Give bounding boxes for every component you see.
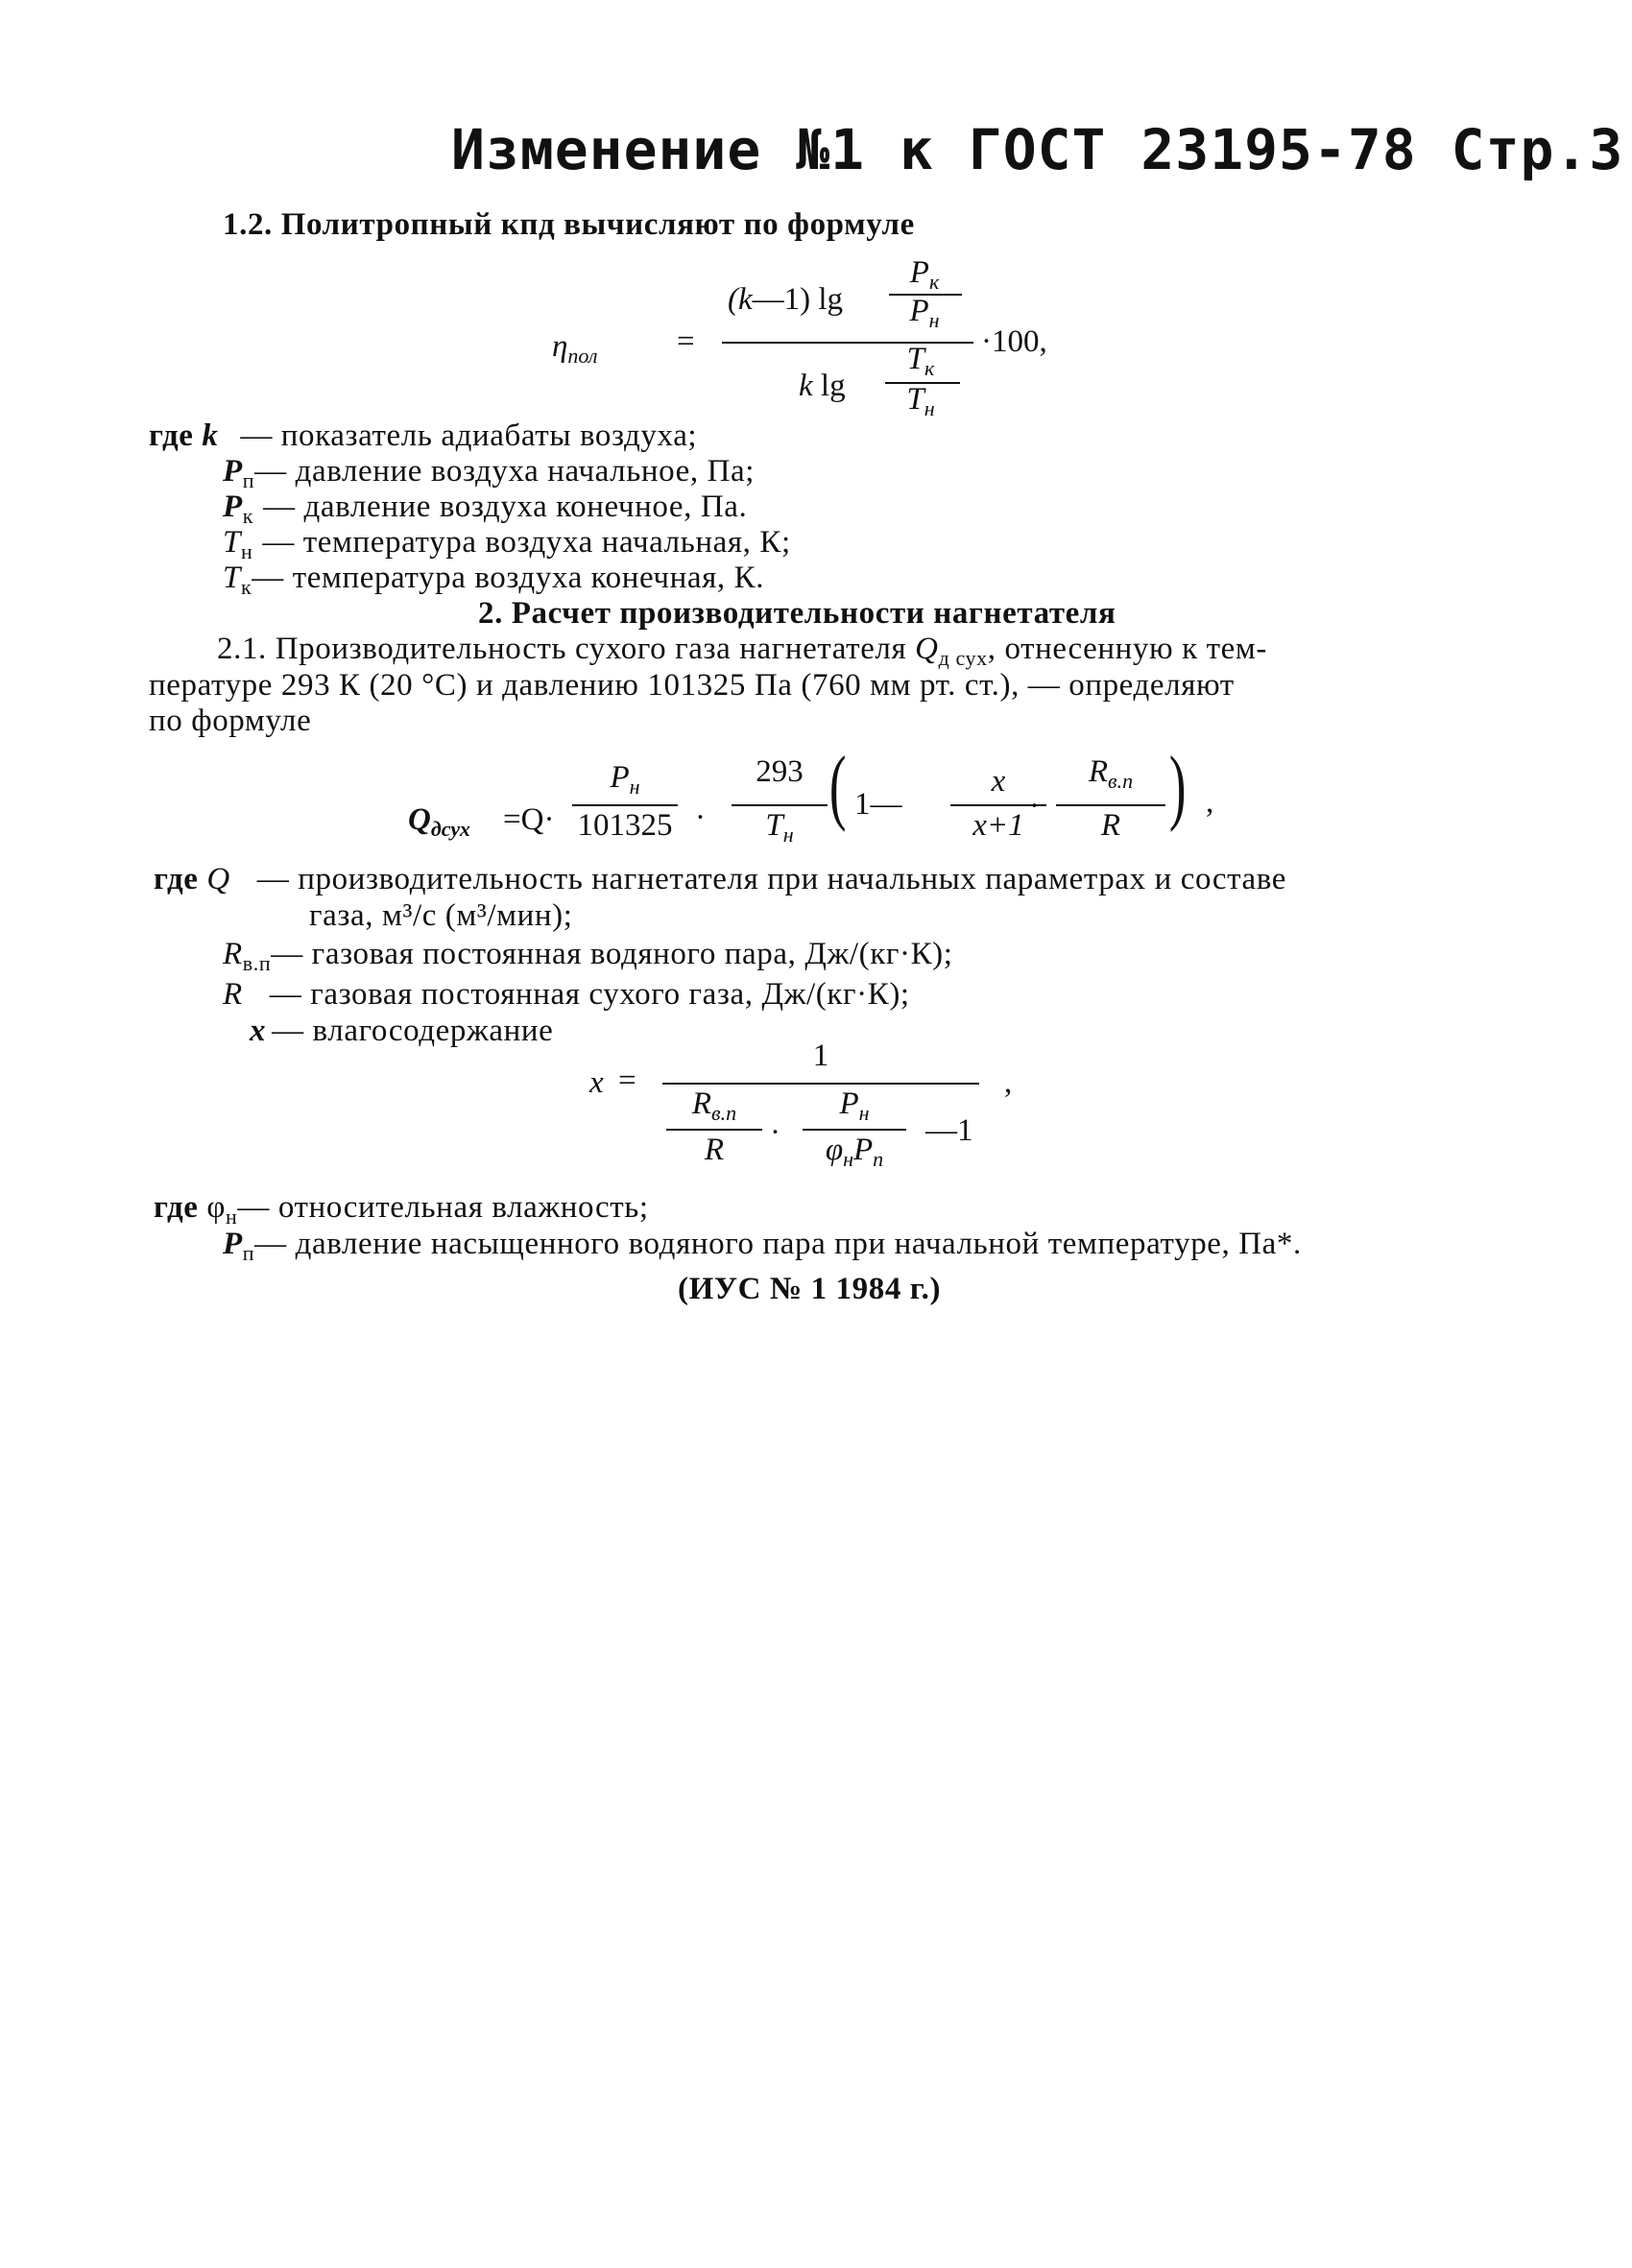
f3-dot: · <box>770 1115 780 1150</box>
def3-pp: $P_п—$ давление насыщенного водяного пара при начальной температуре, Па*. <box>223 1227 1302 1265</box>
f2-c-num: x <box>991 764 1006 799</box>
f3-r1-den: R <box>704 1133 725 1167</box>
f2-b-bar <box>732 804 828 806</box>
f1-tail: ·100, <box>981 324 1047 359</box>
def1-pn: $P_п—$ давление воздуха начальное, Па; <box>223 454 756 492</box>
f3-r2-bar <box>803 1129 906 1131</box>
f2-lhs: $Q_{дсух}$ <box>408 802 470 841</box>
f2-d-den: R <box>1100 808 1121 843</box>
f2-a-den: 101325 <box>577 808 673 843</box>
f2-paren-right: ) <box>1168 740 1187 833</box>
f1-pn: $P_н$ <box>909 294 940 332</box>
f2-a-num: $P_н$ <box>610 760 640 799</box>
f1-pk: $P_к$ <box>909 255 940 294</box>
section-2-heading: 2. Расчет производительности нагнетателя <box>478 596 1116 631</box>
f3-num: 1 <box>812 1039 829 1073</box>
f1-tn: $T_н$ <box>906 382 935 420</box>
f1-num-pre: (k—1) lg <box>728 282 844 317</box>
def1-k: где k — показатель адиабаты воздуха; <box>149 418 698 453</box>
section-2-1-line3: по формуле <box>149 704 312 738</box>
section-1-2-intro: 1.2. Политропный кпд вычисляют по формуле <box>223 207 915 242</box>
f2-one-minus: 1— <box>854 787 902 822</box>
f2-tail: , <box>1206 785 1214 820</box>
def1-tn: $T_н$ — температура воздуха начальная, К; <box>223 525 791 563</box>
f3-tail: , <box>1004 1065 1013 1100</box>
f3-r1-num: $R_{в.п}$ <box>691 1086 737 1125</box>
def2-r: R — газовая постоянная сухого газа, Дж/(кг·К); <box>223 977 910 1012</box>
source-note: (ИУС № 1 1984 г.) <box>678 1272 942 1306</box>
f3-r2-den: $\varphi_нP_п$ <box>825 1133 884 1171</box>
f3-minus1: —1 <box>925 1113 973 1148</box>
f2-dot2: · <box>1029 789 1040 824</box>
def2-x: x — влагосодержание <box>250 1014 554 1048</box>
page-header: Изменение №1 к ГОСТ 23195-78 Стр.3 <box>451 117 1624 182</box>
def1-tk: $T_к—$ температура воздуха конечная, К. <box>223 561 765 599</box>
f2-c-den: x+1 <box>972 808 1024 843</box>
f2-paren-left: ( <box>828 740 847 833</box>
f3-lhs: x <box>589 1065 604 1100</box>
def2-q: где Q — производительность нагнетателя при начальных параметрах и составе <box>154 862 1287 896</box>
f2-d-num: $R_{в.п}$ <box>1088 754 1134 793</box>
section-2-1-line2: пературе 293 К (20 °С) и давлению 101325 Па (760 мм рт. ст.), — определяют <box>149 668 1235 703</box>
f2-eq: =Q· <box>503 802 555 837</box>
f2-dot1: · <box>695 800 706 835</box>
f3-main-bar <box>662 1083 979 1085</box>
f1-den-pre: k lg <box>799 369 846 403</box>
f2-d-bar <box>1056 804 1165 806</box>
def2-q-units: газа, м³/с (м³/мин); <box>309 898 573 933</box>
f3-r1-bar <box>666 1129 762 1131</box>
f2-a-bar <box>572 804 678 806</box>
f3-eq: = <box>618 1063 636 1098</box>
f3-r2-num: $P_н$ <box>839 1086 870 1125</box>
section-2-1-line1: 2.1. Производительность сухого газа нагнетателя $Q_{д сух}$, отнесенную к тем- <box>217 632 1267 670</box>
def3-phi: где $\varphi_н—$ относительная влажность; <box>154 1190 649 1229</box>
f2-b-den: $T_н$ <box>765 808 794 847</box>
def1-pk: $P_к$ — давление воздуха конечное, Па. <box>223 489 748 528</box>
def2-rvp: $R_{в.п}—$ газовая постоянная водяного пара, Дж/(кг·К); <box>223 937 953 975</box>
f1-lhs: $\eta_{пол}$ <box>552 329 598 368</box>
f1-eq: = <box>677 324 695 359</box>
f1-tk: $T_к$ <box>906 342 935 380</box>
f2-b-num: 293 <box>756 754 804 789</box>
